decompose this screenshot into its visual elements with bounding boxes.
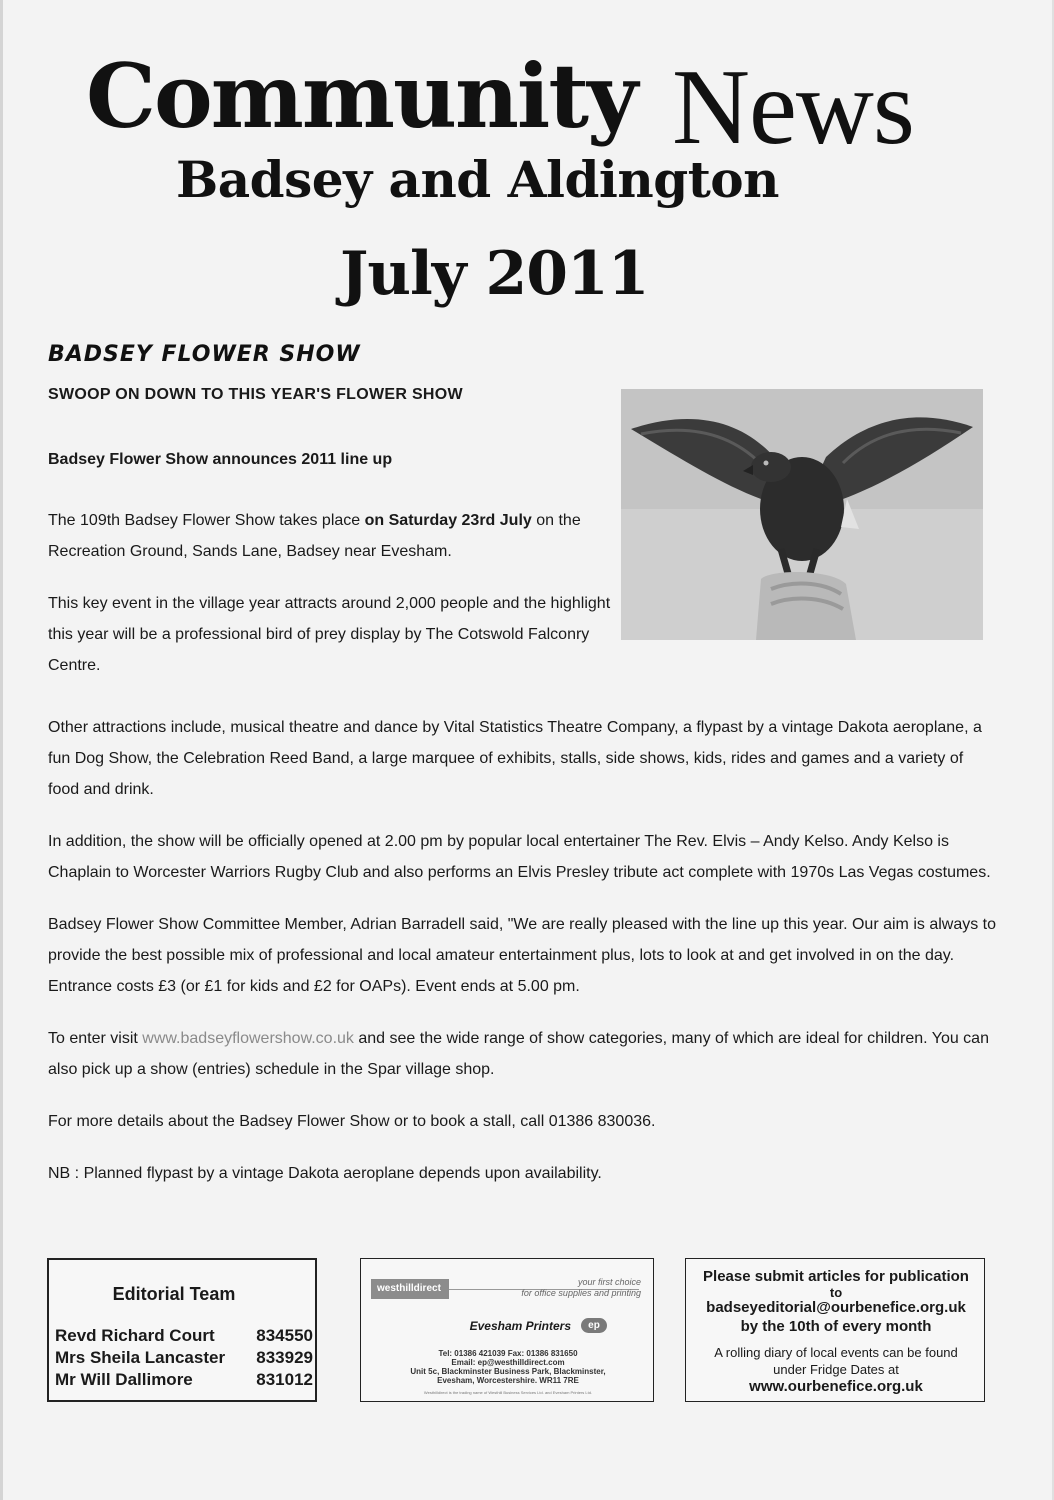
paragraph: This key event in the village year attracts around 2,000 people and the highlight this year will be a professional bird of prey display by The Cotswold Falconry Centre.	[48, 595, 611, 674]
printer-contact: Tel: 01386 421039 Fax: 01386 831650 Email: ep@westhilldirect.com Unit 5c, Blackminster Business Park, Blackminster, Evesham, Worcestershire. WR11 7RE	[410, 1349, 606, 1385]
advert-banner	[371, 1277, 643, 1299]
falcon-photo	[621, 389, 983, 640]
member-name: Revd Richard Court	[55, 1326, 215, 1345]
editorial-team-title: Editorial Team	[112, 1284, 236, 1304]
submit-deadline: by the 10th of every month	[740, 1318, 932, 1335]
article-body	[48, 712, 998, 1210]
printer-name: Evesham Printers	[469, 1319, 571, 1333]
issue-date: July 2011	[340, 239, 649, 309]
submission-box	[685, 1258, 985, 1402]
article-kicker: SWOOP ON DOWN TO THIS YEAR'S FLOWER SHOW	[48, 386, 463, 403]
member-phone: 831012	[256, 1370, 313, 1389]
paragraph: For more details about the Badsey Flower Show or to book a stall, call 01386 830036.	[48, 1113, 656, 1130]
diary-note: A rolling diary of local events can be found	[714, 1345, 958, 1360]
benefice-website-link[interactable]: www.ourbenefice.org.uk	[749, 1378, 923, 1395]
editorial-member	[55, 1370, 313, 1390]
editorial-team-box	[47, 1258, 317, 1402]
ep-logo: ep	[581, 1318, 607, 1333]
westhill-logo: westhilldirect	[371, 1279, 449, 1299]
masthead	[0, 40, 1054, 340]
member-name: Mrs Sheila Lancaster	[55, 1348, 226, 1367]
article-subhead: Badsey Flower Show announces 2011 line up	[48, 451, 393, 468]
submit-heading: Please submit articles for publication	[703, 1268, 969, 1285]
paragraph: Badsey Flower Show Committee Member, Adrian Barradell said, "We are really pleased with the line up this year. Our aim is always to provide the best possible mix of professional and local amateur entertainment plus, lots to look at and get involved in on the day. Entrance costs £3 (or £1 for kids and £2 for OAPs). Event ends at 5.00 pm.	[48, 916, 997, 995]
printer-advert	[360, 1258, 654, 1402]
diary-note-2: under Fridge Dates at	[773, 1362, 899, 1377]
event-date: on Saturday 23rd July	[364, 512, 532, 529]
paragraph: The 109th Badsey Flower Show takes place on Saturday 23rd July on the Recreation Ground, Sands Lane, Badsey near Evesham.	[48, 512, 581, 560]
paragraph: In addition, the show will be officially opened at 2.00 pm by popular local entertainer The Rev. Elvis – Andy Kelso. Andy Kelso is Chaplain to Worcester Warriors Rugby Club and also performs an Elvis Presley tribute act complete with 1970s Las Vegas costumes.	[48, 833, 991, 881]
masthead-title-news: News	[672, 48, 914, 167]
masthead-title: Community	[86, 44, 637, 148]
flower-show-link[interactable]: www.badseyflowershow.co.uk	[142, 1030, 354, 1047]
paragraph: To enter visit www.badseyflowershow.co.uk and see the wide range of show categories, many of which are ideal for children. You can also pick up a show (entries) schedule in the Spar village shop.	[48, 1030, 989, 1078]
advert-tagline: your first choice for office supplies and printing	[521, 1277, 641, 1298]
bird-of-prey-image	[621, 389, 983, 640]
paragraph: NB : Planned flypast by a vintage Dakota aeroplane depends upon availability.	[48, 1165, 602, 1182]
article-intro	[48, 505, 623, 702]
submit-to: to	[829, 1285, 843, 1300]
submit-email[interactable]: badseyeditorial@ourbenefice.org.uk	[706, 1299, 966, 1316]
paragraph: Other attractions include, musical theatre and dance by Vital Statistics Theatre Company, a flypast by a vintage Dakota aeroplane, a fun Dog Show, the Celebration Reed Band, a large marquee of exhibits, stalls, side shows, kids, rides and games and a variety of food and drink.	[48, 719, 982, 798]
masthead-subtitle: Badsey and Aldington	[176, 150, 780, 209]
editorial-member	[55, 1326, 313, 1346]
member-phone: 833929	[256, 1348, 313, 1367]
editorial-member	[55, 1348, 313, 1368]
member-phone: 834550	[256, 1326, 313, 1345]
article-heading: BADSEY FLOWER SHOW	[48, 342, 361, 367]
advert-footnote: Westhilldirect is the trading name of Westhill Business Services Ltd. and Evesham Printers Ltd.	[423, 1390, 593, 1395]
member-name: Mr Will Dallimore	[55, 1370, 193, 1389]
